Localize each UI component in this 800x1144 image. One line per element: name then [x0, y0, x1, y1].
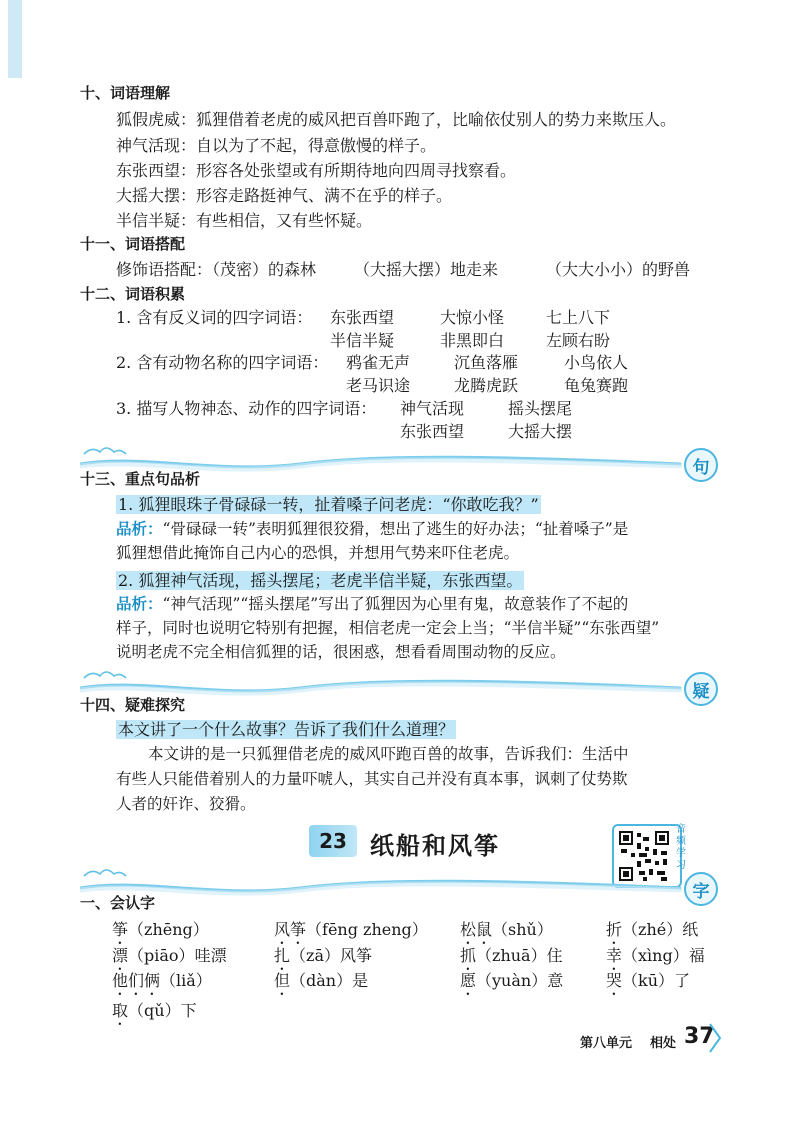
page-number: 37	[684, 1024, 715, 1049]
character-entry: 哭（kū）了	[606, 971, 691, 990]
page-corner-arrow	[708, 1022, 722, 1054]
word: 龙腾虎跃	[454, 376, 519, 395]
character-entry: 折（zhé）纸	[606, 920, 699, 939]
section-10-title: 十、词语理解	[80, 84, 171, 102]
exploration-answer-line-1: 本文讲的是一只狐狸借老虎的威风吓跑百兽的故事，告诉我们：生活中	[148, 745, 629, 763]
section-12-title: 十二、词语积累	[80, 285, 186, 303]
analysis-1-line-2: 狐狸想借此掩饰自己内心的恐惧，并想用气势来吓住老虎。	[116, 544, 520, 562]
definition-line: 神气活现：自以为了不起，得意傲慢的样子。	[116, 136, 437, 155]
collocation-2: （大摇大摆）地走来	[354, 260, 499, 279]
word: 东张西望	[400, 422, 465, 441]
group-1-label: 1. 含有反义词的四字词语：	[116, 308, 313, 327]
word: 东张西望	[330, 308, 395, 327]
exploration-answer-line-3: 人者的奸诈、狡猾。	[116, 795, 256, 813]
character-entry: 扎（zā）风筝	[274, 946, 373, 965]
word: 非黑即白	[440, 331, 505, 350]
section-1-title: 一、会认字	[80, 894, 156, 912]
character-entry: 他们俩（liǎ）	[112, 971, 212, 990]
word: 半信半疑	[330, 331, 395, 350]
collocation-3: （大大小小）的野兽	[546, 260, 691, 279]
word: 大摇大摆	[508, 422, 573, 441]
word: 摇头摆尾	[508, 399, 573, 418]
analysis-1-line-1: 品析：“骨碌碌一转”表明狐狸很狡猾，想出了逃生的好办法；“扯着嗓子”是	[116, 520, 629, 538]
character-entry: 幸（xìng）福	[606, 946, 705, 965]
definition-line: 半信半疑：有些相信，又有些怀疑。	[116, 211, 373, 230]
section-14-title: 十四、疑难探究	[80, 696, 186, 714]
character-badge: 字	[684, 872, 718, 906]
question-badge: 疑	[684, 672, 718, 706]
footer-unit: 第八单元	[580, 1036, 633, 1051]
key-sentence-1: 1. 狐狸眼珠子骨碌碌一转，扯着嗓子问老虎：“你敢吃我？”	[118, 495, 539, 514]
analysis-label: 品析：	[116, 520, 163, 538]
audio-study-label: 音频学习	[676, 824, 686, 871]
section-divider-characters	[80, 862, 720, 902]
character-entry: 松鼠（shǔ）	[460, 920, 553, 939]
lesson-title: 纸船和风筝	[370, 832, 500, 860]
word: 左顾右盼	[546, 331, 611, 350]
character-entry: 漂（piāo）哇漂	[112, 946, 227, 965]
word: 大惊小怪	[440, 308, 505, 327]
word: 神气活现	[400, 399, 465, 418]
exploration-answer-line-2: 有些人只能借着别人的力量吓唬人，其实自己并没有真本事，讽刺了仗势欺	[116, 770, 628, 788]
collocation-1: 修饰语搭配：（茂密）的森林	[116, 260, 317, 279]
sentence-badge: 句	[684, 448, 718, 482]
section-11-title: 十一、词语搭配	[80, 235, 186, 253]
group-2-label: 2. 含有动物名称的四字词语：	[116, 353, 329, 372]
analysis-2-line-2: 样子，同时也说明它特别有把握，相信老虎一定会上当；“半信半疑”“东张西望”	[116, 619, 660, 637]
top-edge-bar	[8, 0, 22, 78]
key-sentence-2: 2. 狐狸神气活现，摇头摆尾；老虎半信半疑，东张西望。	[118, 571, 523, 590]
word: 老马识途	[346, 376, 411, 395]
word: 七上八下	[546, 308, 611, 327]
character-entry: 取（qǔ）下	[112, 1001, 197, 1020]
character-entry: 抓（zhuā）住	[460, 946, 563, 965]
word: 龟兔赛跑	[564, 376, 629, 395]
character-entry: 但（dàn）是	[274, 971, 369, 990]
character-entry: 愿（yuàn）意	[460, 971, 564, 990]
footer-topic: 相处	[650, 1036, 677, 1051]
word: 沉鱼落雁	[454, 353, 519, 372]
character-entry: 筝（zhēng）	[112, 920, 209, 939]
section-13-title: 十三、重点句品析	[80, 470, 201, 488]
analysis-label: 品析：	[116, 595, 163, 613]
definition-line: 狐假虎威：狐狸借着老虎的威风把百兽吓跑了，比喻依仗别人的势力来欺压人。	[116, 110, 677, 129]
definition-line: 东张西望：形容各处张望或有所期待地向四周寻找察看。	[116, 161, 517, 180]
word: 鸦雀无声	[346, 353, 411, 372]
exploration-question: 本文讲了一个什么故事？告诉了我们什么道理？	[118, 720, 455, 739]
definition-line: 大摇大摆：形容走路挺神气、满不在乎的样子。	[116, 186, 453, 205]
group-3-label: 3. 描写人物神态、动作的四字词语：	[116, 399, 377, 418]
analysis-2-line-1: 品析：“神气活现”“摇头摆尾”写出了狐狸因为心里有鬼，故意装作了不起的	[116, 595, 629, 613]
word: 小鸟依人	[564, 353, 629, 372]
analysis-2-line-3: 说明老虎不完全相信狐狸的话，很困惑，想看看周围动物的反应。	[116, 643, 566, 661]
lesson-number: 23	[309, 825, 357, 857]
character-entry: 风筝（fēng zheng）	[274, 920, 428, 939]
